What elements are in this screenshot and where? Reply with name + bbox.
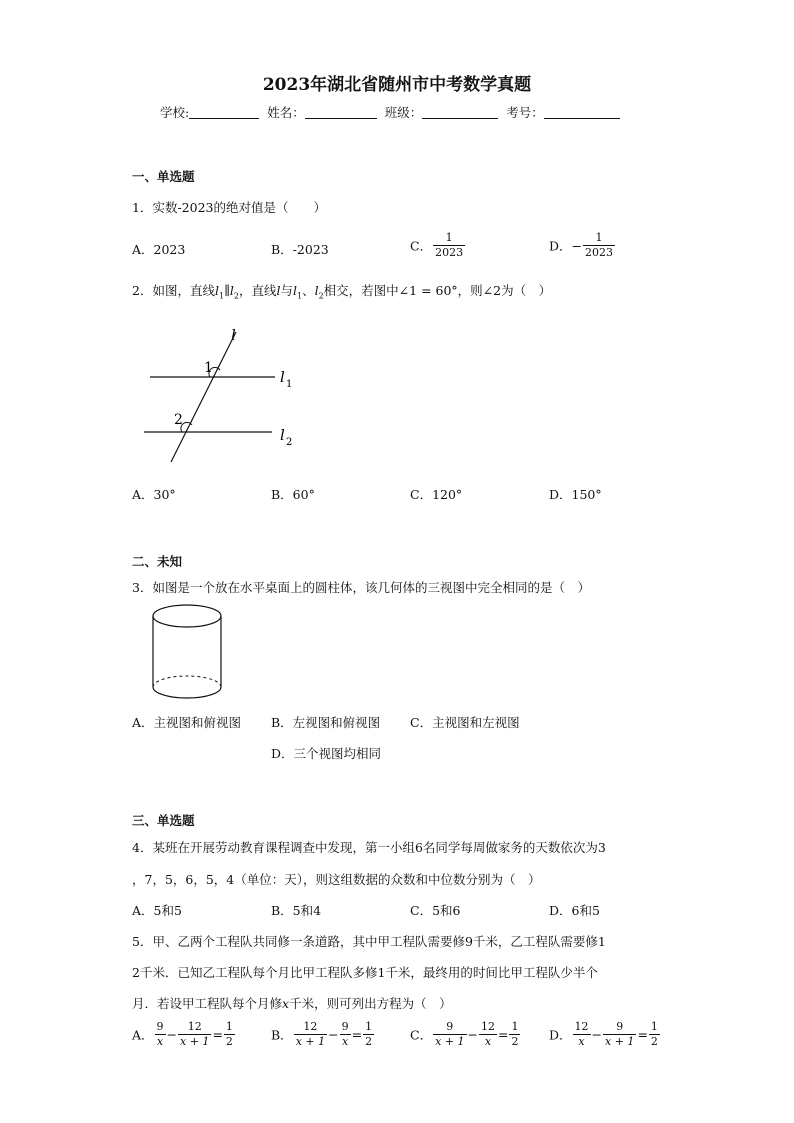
q5-b-frac-1 bbox=[294, 1020, 327, 1049]
name-label: 姓名： bbox=[267, 105, 305, 120]
label-l1: l bbox=[280, 368, 285, 386]
q5-a-den-1: x bbox=[155, 1034, 166, 1049]
q1-d-label: D．− bbox=[549, 238, 582, 254]
q5-c-den-1: x + 1 bbox=[435, 1035, 465, 1048]
q5-c-minus: − bbox=[467, 1027, 478, 1042]
q5-d-den-3: 2 bbox=[650, 1035, 658, 1048]
q1-c-denominator: 2023 bbox=[435, 246, 464, 259]
q5-d-num-1: 12 bbox=[574, 1020, 589, 1033]
q3-option-d[interactable]: D．三个视图均相同 bbox=[271, 746, 382, 761]
q5-option-d[interactable] bbox=[549, 1020, 661, 1049]
q5-variable-x: x bbox=[282, 996, 290, 1011]
q5-c-num-2: 12 bbox=[480, 1020, 495, 1033]
q2-stem-e: 相交，若图中∠1 = 60°，则∠2为（ ） bbox=[323, 283, 552, 298]
page-title: 2023年湖北省随州市中考数学真题 bbox=[262, 75, 532, 95]
q2-stem-c: 与 bbox=[280, 283, 293, 298]
q2-l1-b: l bbox=[292, 283, 297, 298]
q2-parallel: ∥ bbox=[224, 283, 230, 298]
section-heading-1: 一、单选题 bbox=[132, 169, 195, 184]
q5-d-frac-2 bbox=[603, 1020, 636, 1049]
cylinder-bottom-front bbox=[153, 687, 221, 698]
name-blank[interactable] bbox=[305, 105, 377, 119]
question-2-stem bbox=[132, 281, 551, 301]
cylinder-bottom-hidden bbox=[153, 676, 221, 687]
q5-a-num-3: 1 bbox=[225, 1020, 233, 1033]
q1-c-fraction bbox=[433, 231, 465, 260]
q1-c-label: C． bbox=[410, 238, 433, 254]
q2-l2-b-sub: 2 bbox=[318, 291, 324, 301]
q5-b-num-3: 1 bbox=[365, 1020, 373, 1033]
label-l2-sub: 2 bbox=[286, 437, 293, 448]
q5-b-den-2: x bbox=[340, 1034, 351, 1049]
q5-c-label: C． bbox=[410, 1027, 433, 1043]
q5-d-frac-3 bbox=[649, 1020, 660, 1049]
question-5-stem-line-3 bbox=[132, 994, 452, 1012]
q5-d-den-1: x bbox=[573, 1034, 591, 1049]
cylinder-top bbox=[153, 605, 221, 627]
q4-option-a[interactable]: A．5和5 bbox=[132, 903, 182, 918]
q2-stem-d: 、 bbox=[302, 283, 315, 298]
label-l1-sub: 1 bbox=[286, 379, 293, 390]
q4-option-d[interactable]: D．6和5 bbox=[549, 903, 600, 918]
q1-option-d[interactable] bbox=[549, 231, 616, 260]
q5-d-num-3: 1 bbox=[650, 1020, 658, 1033]
q5-d-eq: = bbox=[637, 1027, 648, 1042]
q1-d-numerator: 1 bbox=[595, 231, 603, 244]
q5-stem3-b: 千米，则可列出方程为（ ） bbox=[289, 996, 452, 1011]
q5-a-eq: = bbox=[212, 1027, 223, 1042]
school-label: 学校: bbox=[160, 105, 190, 120]
q5-b-num-2: 9 bbox=[341, 1020, 349, 1033]
question-4-stem-line-1: 4．某班在开展劳动教育课程调查中发现，第一小组6名同学每周做家务的天数依次为3 bbox=[132, 840, 606, 855]
label-l2: l bbox=[280, 426, 285, 444]
q2-option-c[interactable]: C．120° bbox=[410, 487, 463, 502]
class-label: 班级： bbox=[384, 105, 423, 120]
section-heading-2: 二、未知 bbox=[132, 554, 183, 569]
q3-option-b[interactable]: B．左视图和俯视图 bbox=[271, 715, 381, 730]
student-info-line bbox=[160, 103, 624, 121]
transversal-l bbox=[171, 332, 236, 462]
q5-option-c[interactable] bbox=[410, 1020, 521, 1049]
q1-c-numerator: 1 bbox=[445, 231, 453, 244]
q5-c-frac-3 bbox=[509, 1020, 520, 1049]
q5-c-den-3: 2 bbox=[511, 1035, 519, 1048]
q5-a-frac-2 bbox=[178, 1020, 211, 1049]
cylinder-figure bbox=[148, 602, 228, 704]
q2-l: l bbox=[276, 283, 281, 298]
q5-b-minus: − bbox=[328, 1027, 339, 1042]
q5-a-den-3: 2 bbox=[225, 1035, 233, 1048]
q1-d-fraction bbox=[583, 231, 615, 260]
class-blank[interactable] bbox=[422, 105, 498, 119]
q2-l1-sub: 1 bbox=[218, 291, 225, 301]
q5-d-den-2: x + 1 bbox=[605, 1035, 635, 1048]
q5-a-frac-1 bbox=[155, 1020, 166, 1049]
q1-d-denominator: 2023 bbox=[585, 246, 613, 259]
q5-c-frac-1 bbox=[433, 1020, 466, 1049]
q2-option-b[interactable]: B．60° bbox=[271, 487, 315, 502]
parallel-lines-figure bbox=[138, 322, 308, 467]
q5-option-a[interactable] bbox=[132, 1020, 236, 1049]
school-blank[interactable] bbox=[189, 105, 259, 119]
q5-c-den-2: x bbox=[479, 1034, 497, 1049]
q2-l2: l bbox=[229, 283, 234, 298]
label-angle-2: 2 bbox=[174, 412, 183, 428]
q5-c-eq: = bbox=[497, 1027, 509, 1042]
q5-c-frac-2 bbox=[479, 1020, 497, 1049]
q4-option-b[interactable]: B．5和4 bbox=[271, 903, 322, 918]
q5-b-label: B． bbox=[271, 1027, 293, 1043]
q2-l1: l bbox=[214, 283, 219, 298]
q5-d-minus: − bbox=[591, 1027, 603, 1042]
q5-b-den-1: x + 1 bbox=[295, 1035, 326, 1048]
q4-option-c[interactable]: C．5和6 bbox=[410, 903, 461, 918]
q5-a-minus: − bbox=[166, 1027, 178, 1042]
q2-option-a[interactable]: A．30° bbox=[132, 487, 176, 502]
question-4-stem-line-2: ，7，5，6，5，4（单位：天），则这组数据的众数和中位数分别为（ ） bbox=[132, 872, 541, 887]
q5-b-frac-2 bbox=[340, 1020, 351, 1049]
label-l: l bbox=[231, 326, 236, 344]
exam-no-blank[interactable] bbox=[544, 105, 620, 119]
q5-d-label: D． bbox=[549, 1027, 572, 1043]
q5-b-frac-3 bbox=[363, 1020, 374, 1049]
q5-a-frac-3 bbox=[224, 1020, 235, 1049]
q5-b-den-3: 2 bbox=[365, 1035, 373, 1048]
q3-option-a[interactable]: A．主视图和俯视图 bbox=[132, 715, 242, 730]
q5-c-num-1: 9 bbox=[446, 1020, 454, 1033]
q5-b-eq: = bbox=[351, 1027, 363, 1042]
question-1-stem: 1．实数-2023的绝对值是（ ） bbox=[132, 200, 326, 215]
q5-d-num-2: 9 bbox=[616, 1020, 624, 1033]
q2-option-d[interactable]: D．150° bbox=[549, 487, 602, 502]
q5-option-b[interactable] bbox=[271, 1020, 375, 1049]
q5-stem3-a: 月．若设甲工程队每个月修 bbox=[132, 996, 283, 1011]
q1-option-c[interactable] bbox=[410, 231, 466, 260]
question-3-stem: 3．如图是一个放在水平桌面上的圆柱体，该几何体的三视图中完全相同的是（ ） bbox=[132, 580, 590, 595]
q5-c-num-3: 1 bbox=[511, 1020, 519, 1033]
q5-b-num-1: 12 bbox=[303, 1020, 318, 1033]
q5-d-frac-1 bbox=[573, 1020, 591, 1049]
q5-a-label: A． bbox=[132, 1027, 154, 1043]
question-5-stem-line-2: 2千米．已知乙工程队每个月比甲工程队多修1千米，最终用的时间比甲工程队少半个 bbox=[132, 965, 598, 980]
q1-option-b[interactable]: B．-2023 bbox=[271, 242, 329, 257]
q2-l2-b: l bbox=[314, 283, 319, 298]
q1-option-a[interactable]: A．2023 bbox=[132, 242, 186, 257]
section-heading-3: 三、单选题 bbox=[132, 813, 195, 828]
q2-stem-a: 2．如图，直线 bbox=[132, 283, 215, 298]
exam-no-label: 考号： bbox=[506, 105, 544, 120]
q5-a-num-2: 12 bbox=[187, 1020, 202, 1033]
question-5-stem-line-1: 5．甲、乙两个工程队共同修一条道路，其中甲工程队需要修9千米，乙工程队需要修1 bbox=[132, 934, 606, 949]
label-angle-1: 1 bbox=[204, 360, 213, 376]
q5-a-den-2: x + 1 bbox=[180, 1035, 210, 1048]
q5-a-num-1: 9 bbox=[156, 1020, 164, 1033]
q3-option-c[interactable]: C．主视图和左视图 bbox=[410, 715, 520, 730]
q2-l2-sub: 2 bbox=[233, 291, 239, 301]
q2-stem-b: ，直线 bbox=[238, 283, 277, 298]
q2-l1-b-sub: 1 bbox=[296, 291, 303, 301]
